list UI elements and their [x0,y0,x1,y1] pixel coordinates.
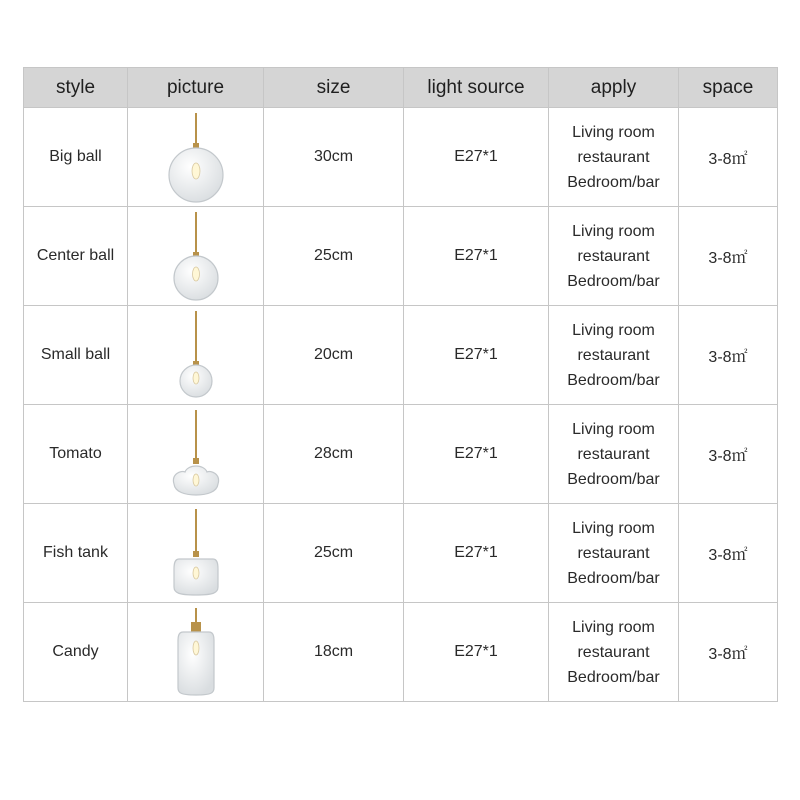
light-source-cell: E27*1 [404,207,549,306]
candy-pendant-icon [161,606,231,698]
apply-line: restaurant [577,247,650,265]
center-ball-pendant-icon [161,210,231,302]
tomato-pendant-icon [161,408,231,500]
size-cell: 18cm [264,603,404,702]
header-light-source: light source [404,68,549,108]
space-cell: 3-8㎡ [679,504,778,603]
size-cell: 25cm [264,207,404,306]
apply-line: Living room [572,519,655,537]
size-cell: 20cm [264,306,404,405]
picture-cell [128,603,264,702]
picture-cell [128,207,264,306]
apply-cell [549,207,679,306]
picture-cell [128,405,264,504]
table-row [24,504,778,603]
apply-line: Living room [572,123,655,141]
apply-line: Living room [572,222,655,240]
table-row [24,405,778,504]
table-row [24,207,778,306]
space-cell: 3-8㎡ [679,207,778,306]
style-cell: Fish tank [24,504,128,603]
apply-cell [549,504,679,603]
small-ball-pendant-icon [161,309,231,401]
header-style: style [24,68,128,108]
apply-line: Living room [572,618,655,636]
picture-cell [128,306,264,405]
light-source-cell: E27*1 [404,603,549,702]
header-space: space [679,68,778,108]
apply-line: Bedroom/bar [567,371,660,389]
apply-line: restaurant [577,643,650,661]
style-cell: Candy [24,603,128,702]
style-cell: Tomato [24,405,128,504]
apply-line: Living room [572,321,655,339]
light-source-cell: E27*1 [404,306,549,405]
big-ball-pendant-icon [161,111,231,203]
fish-tank-pendant-icon [161,507,231,599]
style-cell: Big ball [24,108,128,207]
light-source-cell: E27*1 [404,405,549,504]
light-source-cell: E27*1 [404,108,549,207]
table-row [24,306,778,405]
spec-table [23,67,778,702]
space-cell: 3-8㎡ [679,405,778,504]
apply-cell [549,306,679,405]
apply-line: restaurant [577,544,650,562]
apply-line: Bedroom/bar [567,470,660,488]
apply-line: restaurant [577,148,650,166]
space-cell: 3-8㎡ [679,306,778,405]
space-cell: 3-8㎡ [679,108,778,207]
table-row [24,108,778,207]
apply-cell [549,108,679,207]
style-cell: Center ball [24,207,128,306]
apply-cell [549,603,679,702]
header-apply: apply [549,68,679,108]
picture-cell [128,108,264,207]
picture-cell [128,504,264,603]
apply-line: Bedroom/bar [567,668,660,686]
apply-line: Bedroom/bar [567,569,660,587]
size-cell: 25cm [264,504,404,603]
apply-line: Living room [572,420,655,438]
apply-line: restaurant [577,445,650,463]
style-cell: Small ball [24,306,128,405]
apply-cell [549,405,679,504]
table-row [24,603,778,702]
space-cell: 3-8㎡ [679,603,778,702]
header-size: size [264,68,404,108]
size-cell: 28cm [264,405,404,504]
apply-line: Bedroom/bar [567,272,660,290]
apply-line: Bedroom/bar [567,173,660,191]
header-row [24,68,778,108]
header-picture: picture [128,68,264,108]
apply-line: restaurant [577,346,650,364]
light-source-cell: E27*1 [404,504,549,603]
size-cell: 30cm [264,108,404,207]
